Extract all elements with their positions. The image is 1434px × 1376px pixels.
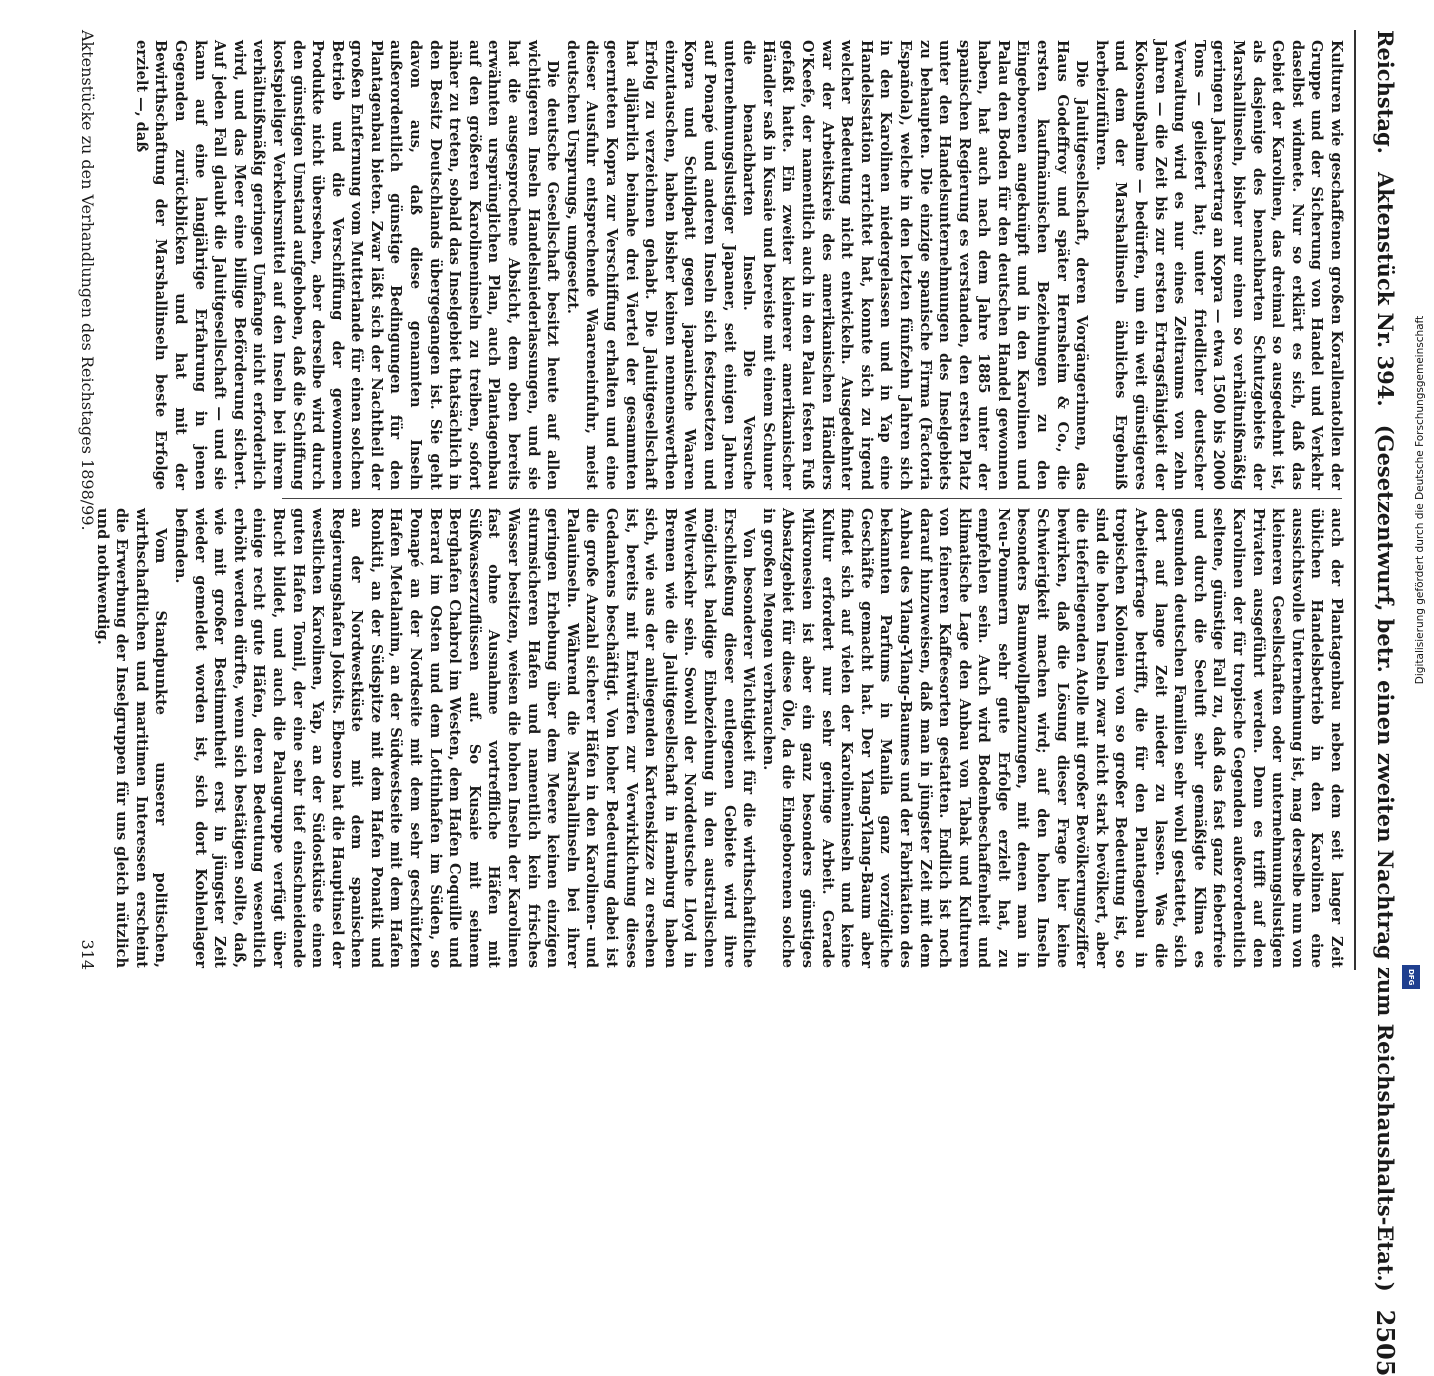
document-subtitle: (Gesetzentwurf, betr. einen zweiten Nachtrag zum Reichshaushalts-Etat.) — [1373, 424, 1399, 1292]
paragraph: Vom Standpunkte unserer politischen, wirthschaftlichen und maritimen Interessen erscheint die Erwerbung der Inselgruppen für uns gleich nützlich und nothwendig. — [93, 508, 170, 968]
footer-text: Aktenstücke zu den Verhandlungen des Reichstages 1898/99. — [78, 30, 98, 531]
document-title: Aktenstück Nr. 394. — [1373, 171, 1399, 407]
dfg-logo-icon: DFG — [1402, 965, 1420, 989]
header-left: Reichstag. — [1373, 30, 1399, 154]
page-footer — [70, 30, 106, 970]
left-column — [132, 40, 1346, 490]
paragraph: auch der Plantagenbau neben dem seit langer Zeit üblichen Handelsbetrieb in den Karolinen eine aussichtsvolle Unternehmung ist, mag derselbe nun von kleineren Gesellschaften oder unternehmungslustigen Privaten ausgeführt werden. Denn es trifft auf den Karolinen der für tropische Gegenden außerordentlich seltene, günstige Fall zu, daß das fast ganz fieberfreie und durch die Seeluft sehr gemäßigte Klima es gesunden deutschen Familien sehr wohl gestattet, sich dort auf lange Zeit nieder zu lassen. Was die Arbeiterfrage betrifft, die für den Plantagenbau in tropischen Kolonien von so großer Bedeutung ist, so sind die hohen Inseln zwar nicht stark bevölkert, aber die tieferliegenden Atolle mit großer Bevölkerungsziffer bewirken, daß die Lösung dieser Frage hier keine Schwierigkeit machen wird; auf den hohen Inseln besonders Baumwollpflanzungen, mit denen man in Neu-Pommern sehr gute Erfolge erzielt hat, zu empfehlen sein. Auch wird Bodenbeschaffenheit und klimatische Lage den Anbau von Tabak und Kulturen von feineren Kaffeesorten gestatten. Endlich ist noch darauf hinzuweisen, daß man in jüngster Zeit mit dem Anbau des Ylang-Ylang-Baumes und der Fabrikation des bekannten Parfums in Manila ganz vorzügliche Geschäfte gemacht hat. Der Ylang-Ylang-Baum aber findet sich auf vielen der Karolineninseln und keine Kultur erfordert nur sehr geringe Arbeit. Gerade Mikronesien ist aber ein ganz besonders günstiges Absatzgebiet für diese Öle, da die Eingeborenen solche in großen Mengen verbrauchen. — [759, 508, 1345, 968]
paragraph: Die deutsche Gesellschaft besitzt heute auf allen wichtigeren Inseln Handelsniederlassungen, und sie hat die ausgesprochene Absicht, dem oben bereits erwähnten ursprünglichen Plan, auch Plantagenbau auf den größeren Karolineninseln zu treiben, sofort näher zu treten, sobald das Inselgebiet thatsächlich in den Besitz Deutschlands übergegangen ist. Sie geht davon aus, daß diese genannten Inseln außerordentlich günstige Bedingungen für den Plantagenbau bieten. Zwar läßt sich der Nachtheil der großen Entfernung vom Mutterlande für einen solchen Betrieb und die Verschiffung der gewonnenen Produkte nicht übersehen, aber derselbe wird durch den günstigen Umstand aufgehoben, daß die Schiffung kostspieliger Verkehrsmittel auf den Inseln bei ihrem verhältnißmäßig geringen Umfange nicht erforderlich wird, und das Meer eine billige Beförderung sichert. Auf jeden Fall glaubt die Jaluitgesellschaft — und sie kann auf eine langjährige Erfahrung in jenen Gegenden zurückblicken und hat mit der Bewirthschaftung der Marshallinseln beste Erfolge erzielt —, daß — [132, 40, 562, 490]
column-divider — [282, 498, 1342, 499]
footer-page-number: 314 — [78, 939, 98, 970]
paragraph: Die Jaluitgesellschaft, deren Vorgängerinnen, das Haus Godeffroy und später Hernsheim & Co., die ersten kaufmännischen Beziehungen zu den Eingeborenen angeknüpft und in den Karolinen und Palau den Boden für den deutschen Handel gewonnen haben, hat auch nach dem Jahre 1885 unter der spanischen Regierung es verstanden, den ersten Platz unter den Handelsunternehmungen des Inselgebiets zu behaupten. Die einzige spanische Firma (Factoria Española), welche in den letzten fünfzehn Jahren sich in den Karolinen niedergelassen und in Yap eine Handelsstation errichtet hat, konnte sich zu irgend welcher Bedeutung nicht entwickeln. Ausgedehnter war der Arbeitskreis des amerikanischen Händlers O'Keefe, der namentlich auch in den Palau festen Fuß gefaßt hatte. Ein zweiter kleinerer amerikanischer Händler saß in Kusaie und bereiste mit einem Schuner die benachbarten Inseln. Die Versuche unternehmungslustiger Japaner, seit einigen Jahren auf Ponapé und anderen Inseln sich festzusetzen und Kopra und Schildpatt gegen japanische Waaren einzutauschen, haben bisher keinen nennenswerthen Erfolg zu verzeichnen gehabt. Die Jaluitgesellschaft hat alljährlich beinahe drei Viertel der gesammten geernteten Kopra zur Verschiffung erhalten und eine dieser Ausfuhr entsprechende Waareneinfuhr, meist deutschen Ursprungs, umgesetzt. — [563, 40, 1091, 490]
paragraph: Von besonderer Wichtigkeit für die wirthschaftliche Erschließung dieser entlegenen Gebiete wird ihre möglichst baldige Einbeziehung in den australischen Weltverkehr sein. Sowohl der Norddeutsche Lloyd in Bremen wie die Jaluitgesellschaft in Hamburg haben sich, wie aus der anliegenden Kartenskizze zu ersehen ist, bereits mit Entwürfen zur Verwirklichung dieses Gedankens beschäftigt. Von hoher Bedeutung dabei ist die große Anzahl sicherer Häfen in den Karolinen- und Palauinseln. Während die Marshallinseln bei ihrer geringen Erhebung über dem Meere keinen einzigen sturmsicheren Hafen und namentlich kein frisches Wasser besitzen, weisen die hohen Inseln der Karolinen fast ohne Ausnahme vortreffliche Häfen mit Süßwasserzuflüssen auf. So Kusaie mit seinem Berghafen Chabrol im Westen, dem Hafen Coquille und Berard im Osten und dem Lottinhafen im Süden, so Ponapé an der Nordseite mit dem sehr geschützten Hafen Metalanim, an der Südwestseite mit dem Hafen Ronkiti, an der Südspitze mit dem Hafen Ponatik und an der Nordwestküste mit dem spanischen Regierungshafen Jokoits. Ebenso hat die Hauptinsel der westlichen Karolinen, Yap, an der Südostküste einen guten Hafen Tomil, der eine sehr tief einschneidende Bucht bildet, und auch die Palaugruppe verfügt über einige recht gute Häfen, deren Bedeutung wesentlich erhöht werden dürfte, wenn sich bestätigen sollte, daß, wie mit großer Bestimmtheit erst in jüngster Zeit wieder gemeldet worden ist, sich dort Kohlenlager befinden. — [171, 508, 758, 968]
paragraph: Kulturen wie geschaffenen großen Korallenatollen der Gruppe und der Sicherung von Handel und Verkehr daselbst widmete. Nur so erklärt es sich, daß das Gebiet der Karolinen, das dreimal so ausgedehnt ist, als dasjenige des benachbarten Schutzgebiets der Marshallinseln, bisher nur einen so verhältnißmäßig geringen Jahresertrag an Kopra — etwa 1500 bis 2000 Tons — geliefert hat; unter friedlicher deutscher Verwaltung wird es nur eines Zeitraums von zehn Jahren — die Zeit bis zur ersten Ertragsfähigkeit der Kokosnußpalme — bedürfen, um ein weit günstigeres und dem der Marshallinseln ähnliches Ergebniß herbeizuführen. — [1092, 40, 1345, 490]
right-column — [93, 508, 1346, 968]
digitization-credit: Digitalisierung gefördert durch die Deutsche Forschungsgemeinschaft — [1414, 315, 1426, 685]
header-rule — [1354, 30, 1356, 970]
page-number: 2505 — [1371, 1309, 1401, 1376]
